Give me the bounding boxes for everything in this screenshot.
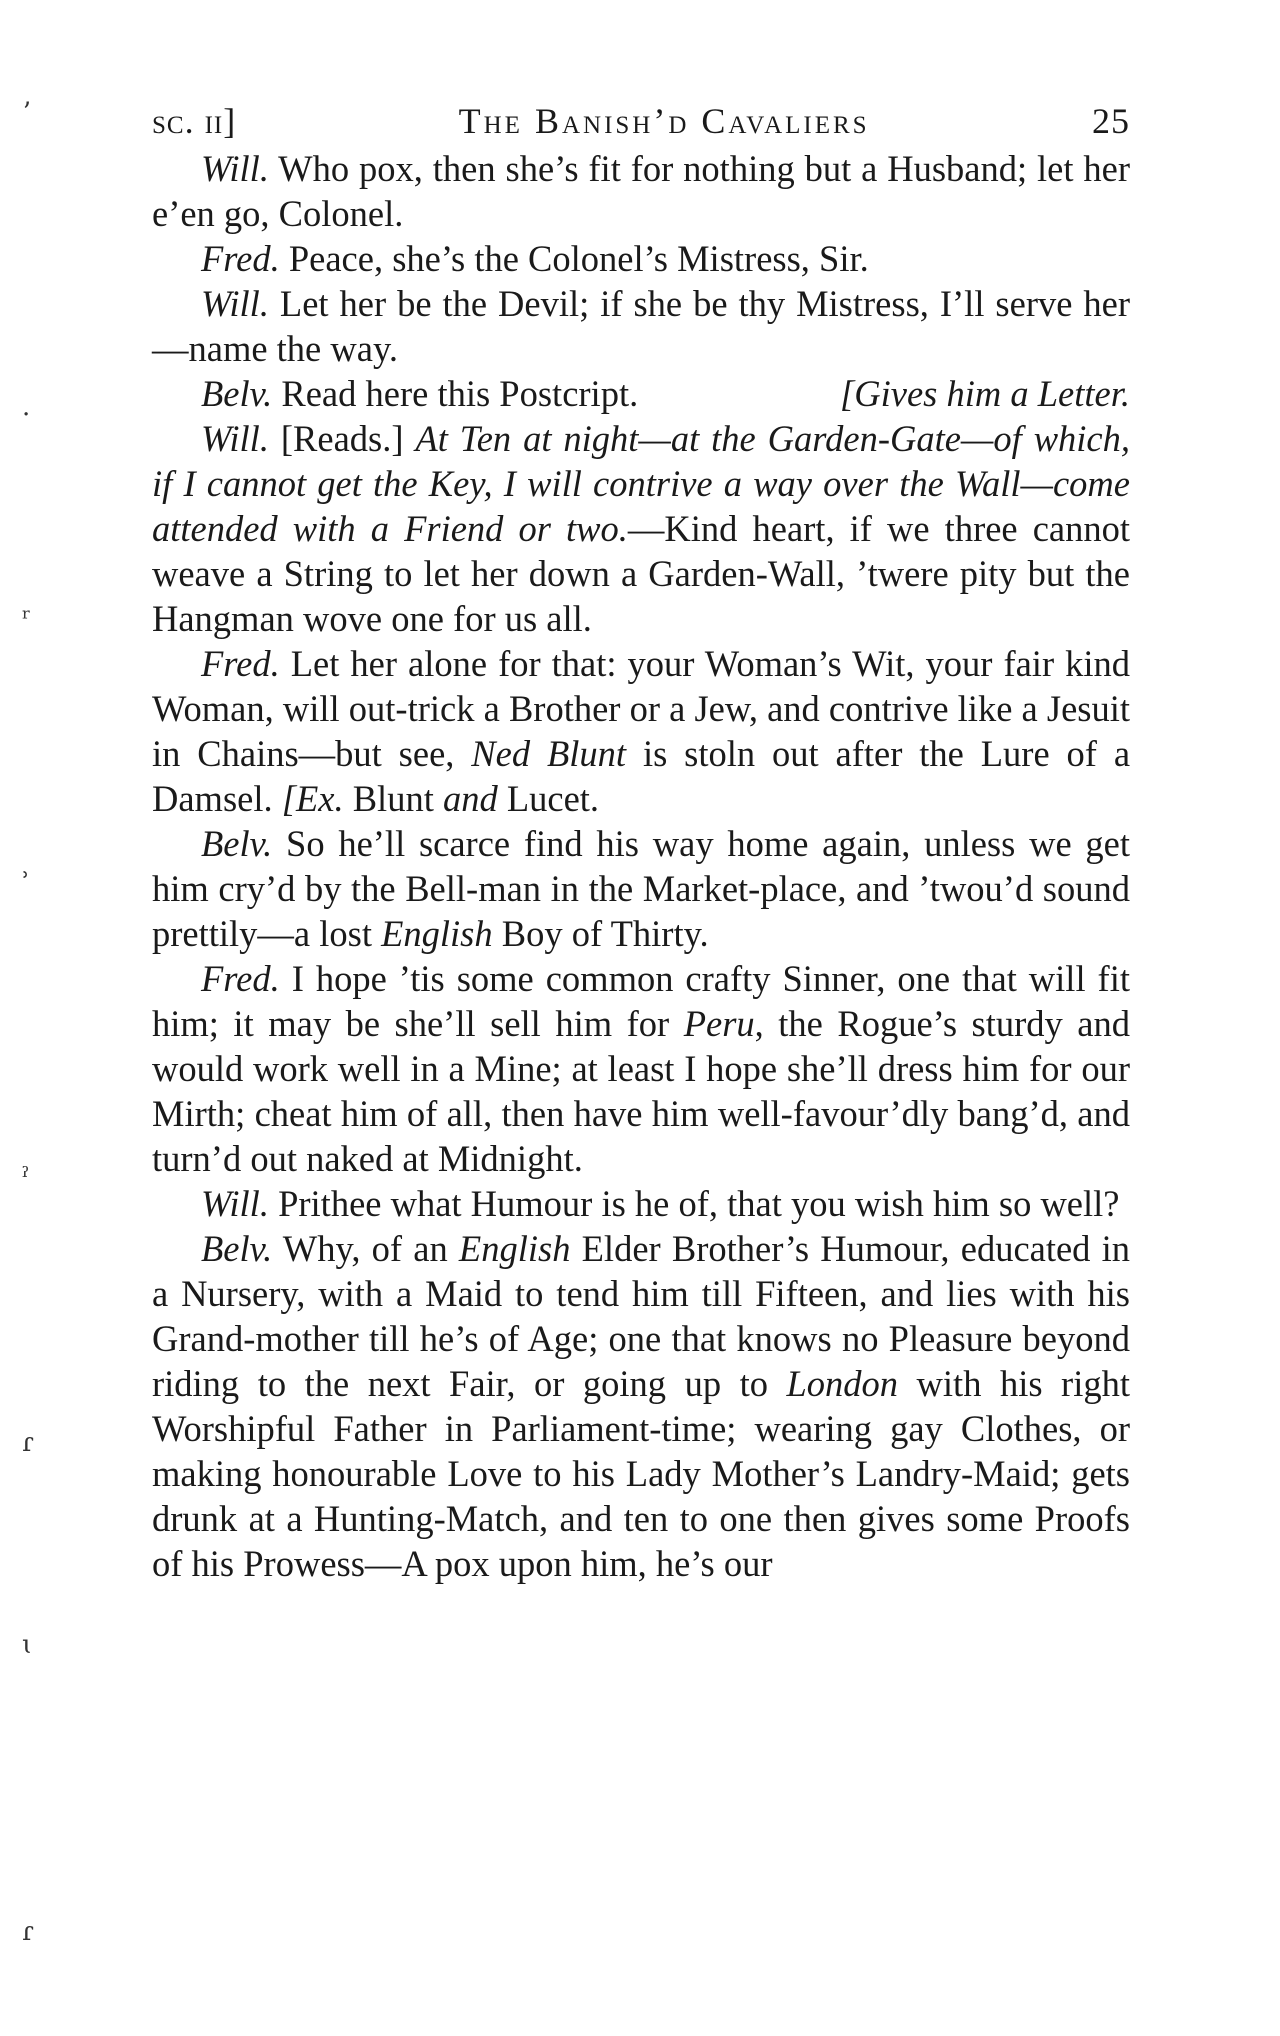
speech-paragraph [152,956,1130,1181]
speech-text: , the Rogue’s sturdy and would work well in a Mine; at least I hope she’ll dress him for our Mirth; cheat him of all, then have him well-favour’dly bang’d, and turn’d out naked at Midnight. [152,1003,1131,1179]
speech-text: So he’ll scarce find his way home again, unless we get him cry’d by the Bell-man in the Market-place, and ’twou’d sound prettily—a lost [152,823,1130,954]
speech-text: Read here this Postcript. [272,373,639,414]
margin-mark: ʳ [22,604,32,634]
exit-names: Lucet. [497,778,600,819]
speech-text: Who pox, then she’s fit for nothing but a Husband; let her e’en go, Colonel. [152,148,1130,234]
place-name: Peru [683,1003,755,1044]
book-page [152,100,1130,1586]
exit-direction: [Ex. [281,778,344,819]
speaker-name: Will. [201,1183,269,1224]
emphasis: English [458,1228,571,1269]
exit-names: Blunt [343,778,443,819]
speaker-name: Will. [201,148,269,189]
speech-text: Boy of Thirty. [492,913,709,954]
margin-mark: ɾ [22,1428,34,1458]
speaker-name: Belv. [201,373,273,414]
speech-text: Let her be the Devil; if she be thy Mistress, I’ll serve her—name the way. [152,283,1130,369]
running-title: The Banish’d Cavaliers [458,101,870,141]
margin-mark: ʼ [22,98,31,128]
speech-text: Elder Brother’s Humour, educated in a Nursery, with a Maid to tend him till Fifteen, and lies with his Grand-mother till he’s of Age; one that knows no Pleasure beyond riding to the next Fair, or going up to [152,1228,1131,1404]
running-header [152,100,1130,142]
margin-mark: · [22,400,31,430]
speech-paragraph [152,1181,1130,1226]
margin-mark: ˀ [22,1163,30,1193]
speaker-name: Will. [201,418,269,459]
speaker-name: Fred. [201,643,280,684]
speech-text: Prithee what Humour is he of, that you wish him so well? [268,1183,1120,1224]
place-name: London [786,1363,899,1404]
speaker-name: Belv. [201,823,273,864]
speaker-name: Fred. [201,238,280,279]
speaker-name: Fred. [201,958,280,999]
speech-paragraph [152,416,1130,641]
speech-text: Why, of an [272,1228,459,1269]
speech-text: —Kind heart, if we three cannot weave a String to let her down a Garden-Wall, ’twere pity but the Hangman wove one for us all. [152,508,1131,639]
page-number: 25 [1092,101,1130,141]
speech-text: is stoln out after the Lure of a Damsel. [152,733,1131,819]
speaker-name: Will. [201,283,269,324]
speech-paragraph [152,821,1130,956]
speech-paragraph [152,371,1130,416]
speech-text: Peace, she’s the Colonel’s Mistress, Sir. [279,238,869,279]
speech-paragraph [152,146,1130,236]
margin-mark: ɾ [22,1917,34,1947]
speech-text: I hope ’tis some common crafty Sinner, one that will fit him; it may be she’ll sell him for [152,958,1130,1044]
margin-mark: ʾ [22,868,30,898]
section-marker: sc. ii] [152,101,237,141]
emphasis: English [381,913,493,954]
page-body [152,146,1130,1586]
character-name: Ned Blunt [471,733,627,774]
letter-text: At Ten at night—at the Garden-Gate—of which, if I cannot get the Key, I will contrive a way over the Wall—come attended with a Friend or two. [152,418,1130,549]
speech-text: with his right Worshipful Father in Parliament-time; wearing gay Clothes, or making honourable Love to his Lady Mother’s Landry-Maid; gets drunk at a Hunting-Match, and ten to one then gives some Proofs of his Prowess—A pox upon him, he’s our [152,1363,1130,1584]
speech-paragraph [152,641,1130,821]
stage-direction: [Gives him a Letter. [840,373,1130,414]
speech-text: Let her alone for that: your Woman’s Wit, your fair kind Woman, will out-trick a Brother or a Jew, and contrive like a Jesuit in Chains—but see, [152,643,1130,774]
exit-and: and [442,778,498,819]
speech-paragraph [152,281,1130,371]
stage-direction: [Reads.] [268,418,416,459]
speaker-name: Belv. [201,1228,273,1269]
speech-paragraph [152,1226,1130,1586]
margin-mark: ɩ [22,1630,33,1660]
speech-paragraph [152,236,1130,281]
